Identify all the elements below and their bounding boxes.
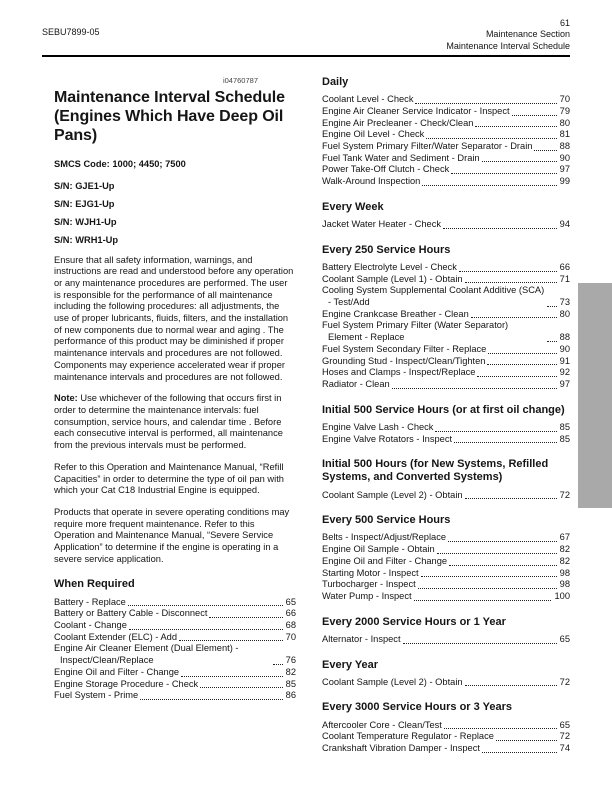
dotted-leader: [487, 364, 556, 365]
toc-item: [322, 129, 570, 141]
serial-line: [54, 235, 296, 245]
serial-line: [54, 217, 296, 227]
toc-item-label: Aftercooler Core - Clean/Test: [322, 719, 442, 730]
toc-section-heading: Every Year: [322, 658, 379, 671]
page-content: [54, 76, 570, 755]
smcs-code-line: [54, 159, 296, 169]
serial-label: S/N:: [54, 180, 73, 191]
toc-item-label: Engine Storage Procedure - Check: [54, 678, 199, 689]
page-header: [42, 18, 570, 52]
dotted-leader: [181, 676, 283, 677]
toc-item-page: 100: [554, 591, 570, 601]
article-title: Maintenance Interval Schedule (Engines Which Have Deep Oil Pans): [54, 89, 285, 145]
toc-item-label: Fuel System - Prime: [54, 690, 139, 701]
dotted-leader: [496, 740, 557, 741]
dotted-leader: [465, 685, 557, 686]
dotted-leader: [200, 687, 282, 688]
toc-item: [54, 632, 296, 644]
toc-section-heading: Initial 500 Hours (for New Systems, Refilled Systems, and Converted Systems): [322, 458, 549, 484]
toc-item-page: 74: [559, 743, 570, 754]
toc-item-page: 68: [285, 620, 296, 631]
toc-section: [322, 701, 570, 754]
toc-item-label: Starting Motor - Inspect: [322, 567, 419, 578]
toc-item: [322, 720, 570, 732]
toc-item-label: Fuel System Primary Filter/Water Separator - Drain: [322, 141, 533, 151]
note-text: Use whichever of the following that occurs first in order to determine the maintenance intervals: fuel consumption, service hours, and calendar time . Before each consecutive interval is performed, all maintenance from the previous intervals must be performed.: [54, 393, 283, 451]
toc-item-page: 82: [285, 666, 296, 677]
toc-item-page: 92: [559, 367, 570, 378]
serial-value: WRH1-Up: [75, 234, 119, 245]
toc-item-page: 88: [559, 141, 570, 151]
toc-item-label: Hoses and Clamps - Inspect/Replace: [322, 367, 476, 378]
toc-item: [54, 620, 296, 632]
toc-item: [322, 367, 570, 379]
toc-item: [322, 219, 570, 231]
toc-item-label: Engine Air Cleaner Element (Dual Element) - Inspect/Clean/Replace: [54, 643, 239, 666]
toc-item: [322, 379, 570, 391]
toc-item: [54, 643, 296, 666]
toc-item: [322, 106, 570, 118]
toc-item-page: 72: [559, 731, 570, 742]
toc-section-heading: Every Week: [322, 200, 384, 213]
dotted-leader: [448, 541, 557, 542]
toc-item: [322, 309, 570, 321]
toc-item: [322, 118, 570, 130]
serial-line: [54, 199, 296, 209]
toc-item: [54, 667, 296, 679]
dotted-leader: [451, 173, 556, 174]
toc-item-page: 65: [285, 596, 296, 607]
toc-section: [322, 514, 570, 602]
dotted-leader: [443, 228, 557, 229]
toc-item: [322, 176, 570, 188]
dotted-leader: [547, 306, 557, 307]
toc-item-label: Belts - Inspect/Adjust/Replace: [322, 532, 447, 543]
toc-item: [322, 556, 570, 568]
toc-item-label: Turbocharger - Inspect: [322, 579, 416, 590]
toc-item-page: 98: [559, 579, 570, 590]
toc-item-page: 99: [559, 176, 570, 187]
toc-section: [322, 659, 570, 689]
section-thumb-tab: [578, 283, 612, 508]
toc-item-page: 70: [285, 631, 296, 642]
toc-item-page: 86: [285, 690, 296, 701]
dotted-leader: [547, 341, 557, 342]
toc-item-label: Coolant Sample (Level 2) - Obtain: [322, 676, 463, 687]
dotted-leader: [140, 699, 282, 700]
page-number: 61: [559, 18, 570, 28]
toc-item-page: 82: [559, 555, 570, 566]
toc-item-page: 90: [559, 152, 570, 163]
toc-section-heading: Every 3000 Service Hours or 3 Years: [322, 701, 512, 714]
toc-item-page: 80: [559, 117, 570, 128]
toc-item: [322, 743, 570, 755]
toc-item: [322, 568, 570, 580]
toc-item-page: 88: [559, 332, 570, 343]
serial-value: EJG1-Up: [75, 198, 115, 209]
intro-paragraph: Ensure that all safety information, warnings, and instructions are read and understood before any operation or any maintenance procedures are performed. The user is responsible for the performance of all maintenance including the following procedures: all adjustments, the use of proper lubricants, fluids, filters, and the installation of new components due to normal wear and aging . The performance of this product may be diminished if proper maintenance intervals and procedures are not followed. Components may experience accelerated wear if proper maintenance intervals and procedures are not followed.: [54, 254, 294, 382]
toc-section: [54, 578, 296, 702]
note-paragraph: [54, 393, 296, 452]
toc-item-label: Engine Oil and Filter - Change: [54, 666, 180, 677]
toc-item-label: Engine Air Cleaner Service Indicator - Inspect: [322, 105, 510, 116]
toc-item: [322, 164, 570, 176]
toc-item-label: Coolant Level - Check: [322, 94, 414, 105]
dotted-leader: [444, 728, 557, 729]
toc-item: [322, 544, 570, 556]
toc-section: [322, 244, 570, 391]
toc-item-label: Fuel System Primary Filter (Water Separator) Element - Replace: [322, 320, 509, 343]
doc-code: SEBU7899-05: [42, 27, 100, 37]
toc-item: [54, 690, 296, 702]
header-subsection: Maintenance Interval Schedule: [446, 40, 570, 51]
toc-item-page: 85: [559, 421, 570, 432]
header-rule: [42, 55, 570, 57]
dotted-leader: [421, 576, 557, 577]
toc-item-page: 94: [559, 219, 570, 229]
dotted-leader: [128, 605, 283, 606]
toc-item-label: Engine Air Precleaner - Check/Clean: [322, 117, 474, 128]
toc-item-label: Coolant - Change: [54, 620, 127, 631]
toc-section-heading: Every 250 Service Hours: [322, 243, 451, 256]
toc-item-label: Engine Oil and Filter - Change: [322, 555, 448, 566]
toc-section: [322, 404, 570, 446]
serial-value: GJE1-Up: [75, 180, 115, 191]
serial-label: S/N:: [54, 216, 73, 227]
toc-section-heading: Initial 500 Service Hours (or at first oil change): [322, 403, 565, 416]
dotted-leader: [449, 565, 557, 566]
toc-section: [322, 76, 570, 188]
toc-item: [322, 153, 570, 165]
toc-item: [322, 434, 570, 446]
toc-item-label: Coolant Temperature Regulator - Replace: [322, 731, 494, 742]
dotted-leader: [403, 643, 557, 644]
left-toc: [54, 578, 296, 702]
dotted-leader: [273, 664, 283, 665]
dotted-leader: [437, 553, 557, 554]
toc-item-page: 91: [559, 355, 570, 366]
toc-item: [322, 262, 570, 274]
toc-item-label: Cooling System Supplemental Coolant Additive (SCA) - Test/Add: [322, 285, 545, 307]
dotted-leader: [209, 617, 282, 618]
toc-item: [322, 677, 570, 689]
toc-item-label: Engine Valve Rotators - Inspect: [322, 433, 453, 444]
toc-item-page: 82: [559, 544, 570, 555]
toc-item-label: Coolant Extender (ELC) - Add: [54, 631, 177, 642]
dotted-leader: [414, 600, 552, 601]
serial-line: [54, 181, 296, 191]
toc-item-label: Power Take-Off Clutch - Check: [322, 164, 450, 175]
toc-item-label: Fuel System Secondary Filter - Replace: [322, 343, 487, 354]
dotted-leader: [418, 588, 557, 589]
toc-item-label: Grounding Stud - Inspect/Clean/Tighten: [322, 355, 486, 366]
dotted-leader: [488, 353, 556, 354]
toc-item-label: Fuel Tank Water and Sediment - Drain: [322, 152, 480, 163]
toc-item-label: Engine Oil Sample - Obtain: [322, 544, 435, 555]
right-toc: [322, 76, 570, 755]
dotted-leader: [465, 498, 557, 499]
dotted-leader: [465, 282, 557, 283]
toc-item-page: 79: [559, 105, 570, 116]
toc-item: [322, 490, 570, 502]
toc-section-heading: Every 2000 Service Hours or 1 Year: [322, 615, 506, 628]
toc-section-heading: Every 500 Service Hours: [322, 514, 451, 527]
toc-item-page: 72: [559, 489, 570, 500]
toc-section-heading: Daily: [322, 76, 349, 88]
serial-numbers: [54, 181, 296, 245]
dotted-leader: [426, 138, 556, 139]
toc-item-page: 67: [559, 532, 570, 543]
toc-item-page: 73: [559, 297, 570, 307]
toc-item: [322, 274, 570, 286]
toc-item-page: 76: [285, 655, 296, 666]
dotted-leader: [415, 103, 556, 104]
dotted-leader: [454, 442, 557, 443]
toc-item: [322, 320, 570, 343]
header-section: Maintenance Section: [485, 29, 570, 40]
toc-item-page: 72: [559, 676, 570, 687]
smcs-label: SMCS Code:: [54, 158, 110, 169]
toc-section-heading: When Required: [54, 578, 135, 591]
toc-item-page: 66: [285, 608, 296, 619]
toc-item-label: Jacket Water Heater - Check: [322, 219, 442, 229]
toc-item-label: Walk-Around Inspection: [322, 176, 421, 187]
toc-item: [322, 591, 570, 603]
toc-item: [322, 634, 570, 646]
toc-item-label: Engine Valve Lash - Check: [322, 421, 434, 432]
dotted-leader: [477, 376, 556, 377]
toc-item: [54, 597, 296, 609]
toc-item-label: Crankshaft Vibration Damper - Inspect: [322, 743, 480, 754]
refill-paragraph: Refer to this Operation and Maintenance Manual, “Refill Capacities” in order to determine the type of oil pan with which your Cat C18 Industrial Engine is equipped.: [54, 461, 284, 496]
toc-item-label: Battery Electrolyte Level - Check: [322, 261, 457, 272]
toc-item: [322, 344, 570, 356]
toc-item-page: 65: [559, 633, 570, 644]
dotted-leader: [392, 388, 557, 389]
header-right-block: [446, 18, 570, 52]
dotted-leader: [129, 629, 283, 630]
toc-item-label: Alternator - Inspect: [322, 633, 401, 644]
toc-item-page: 97: [559, 164, 570, 175]
article-ref-id: i04760787: [222, 76, 258, 85]
toc-item-label: Engine Crankcase Breather - Clean: [322, 308, 469, 319]
dotted-leader: [482, 752, 557, 753]
toc-item-page: 85: [559, 433, 570, 444]
toc-section: [322, 458, 570, 501]
toc-item-page: 80: [559, 308, 570, 319]
right-column: [322, 76, 570, 755]
toc-section: [322, 201, 570, 231]
dotted-leader: [179, 640, 283, 641]
dotted-leader: [422, 185, 556, 186]
toc-item: [322, 532, 570, 544]
toc-section: [322, 616, 570, 646]
toc-item-label: Coolant Sample (Level 1) - Obtain: [322, 273, 463, 284]
severe-service-paragraph: Products that operate in severe operating conditions may require more frequent maintenance. Refer to this Operation and Maintenance Manual, “Severe Service Application” to determine if the engine is operating in a severe service application.: [54, 506, 290, 564]
toc-item: [322, 422, 570, 434]
toc-item-label: Battery or Battery Cable - Disconnect: [54, 608, 208, 619]
toc-item-label: Engine Oil Level - Check: [322, 129, 425, 140]
toc-item-page: 66: [559, 261, 570, 272]
serial-label: S/N:: [54, 198, 73, 209]
toc-item-label: Radiator - Clean: [322, 378, 390, 389]
dotted-leader: [475, 126, 556, 127]
toc-item: [322, 731, 570, 743]
serial-label: S/N:: [54, 234, 73, 245]
dotted-leader: [534, 150, 556, 151]
toc-item: [322, 141, 570, 153]
toc-item-label: Battery - Replace: [54, 596, 126, 607]
dotted-leader: [459, 271, 557, 272]
toc-item-label: Water Pump - Inspect: [322, 591, 412, 601]
dotted-leader: [512, 115, 557, 116]
dotted-leader: [435, 431, 556, 432]
toc-item-page: 70: [559, 94, 570, 105]
toc-item-page: 90: [559, 343, 570, 354]
left-column: [54, 76, 296, 755]
dotted-leader: [482, 161, 557, 162]
toc-item: [54, 679, 296, 691]
note-label: Note:: [54, 393, 78, 404]
toc-item: [322, 579, 570, 591]
toc-item-page: 98: [559, 567, 570, 578]
toc-item-page: 81: [559, 129, 570, 140]
toc-item: [322, 94, 570, 106]
toc-item-page: 65: [559, 719, 570, 730]
toc-item: [322, 285, 570, 308]
toc-item: [322, 356, 570, 368]
serial-value: WJH1-Up: [75, 216, 117, 227]
smcs-value: 1000; 4450; 7500: [112, 158, 186, 169]
toc-item-page: 71: [559, 273, 570, 284]
dotted-leader: [471, 317, 557, 318]
toc-item: [54, 608, 296, 620]
toc-item-label: Coolant Sample (Level 2) - Obtain: [322, 489, 463, 500]
toc-item-page: 97: [559, 378, 570, 389]
toc-item-page: 85: [285, 678, 296, 689]
